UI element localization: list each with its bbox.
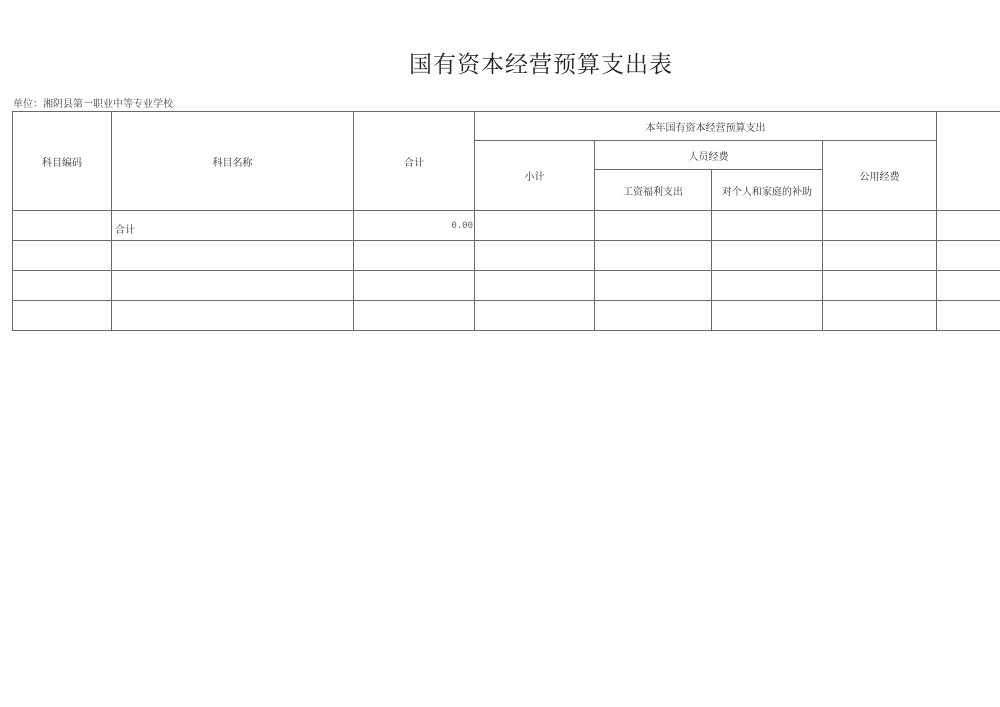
cell-total — [354, 241, 475, 271]
header-subject-name: 科目名称 — [112, 112, 354, 211]
cell-wages — [595, 211, 712, 241]
cell-total: 0.00 — [354, 211, 475, 241]
cell-name — [112, 271, 354, 301]
cell-extra — [937, 271, 1000, 301]
cell-subtotal — [475, 271, 595, 301]
cell-wages — [595, 241, 712, 271]
cell-name — [112, 301, 354, 331]
cell-code — [13, 241, 112, 271]
cell-total — [354, 271, 475, 301]
table-row — [13, 301, 1000, 331]
cell-name: 合计 — [112, 211, 354, 241]
cell-extra — [937, 211, 1000, 241]
table-row — [13, 271, 1000, 301]
header-total: 合计 — [354, 112, 475, 211]
cell-public — [823, 211, 937, 241]
cell-extra — [937, 301, 1000, 331]
header-subject-code: 科目编码 — [13, 112, 112, 211]
header-public-expenses: 公用经费 — [823, 141, 937, 211]
header-personnel-expenses: 人员经费 — [595, 141, 823, 170]
cell-subtotal — [475, 301, 595, 331]
cell-subsidies — [712, 271, 823, 301]
cell-extra — [937, 241, 1000, 271]
cell-subtotal — [475, 211, 595, 241]
table-row — [13, 211, 1000, 241]
cell-public — [823, 271, 937, 301]
unit-label: 单位：湘阴县第一职业中等专业学校 — [13, 99, 173, 110]
header-blank-extra — [937, 112, 1000, 211]
cell-public — [823, 241, 937, 271]
header-personal-family-subsidies: 对个人和家庭的补助 — [712, 170, 823, 211]
budget-table-wrapper — [12, 111, 1000, 331]
cell-subsidies — [712, 211, 823, 241]
cell-code — [13, 301, 112, 331]
header-subtotal: 小计 — [475, 141, 595, 211]
page-title: 国有资本经营预算支出表 — [409, 52, 673, 78]
cell-public — [823, 301, 937, 331]
cell-wages — [595, 301, 712, 331]
cell-subtotal — [475, 241, 595, 271]
table-row — [13, 241, 1000, 271]
header-row-1 — [13, 112, 1000, 141]
cell-code — [13, 271, 112, 301]
cell-wages — [595, 271, 712, 301]
cell-total — [354, 301, 475, 331]
cell-subsidies — [712, 241, 823, 271]
header-current-year-expenditure: 本年国有资本经营预算支出 — [475, 112, 937, 141]
budget-expenditure-table — [12, 111, 1000, 331]
cell-code — [13, 211, 112, 241]
cell-subsidies — [712, 301, 823, 331]
cell-name — [112, 241, 354, 271]
header-wages-welfare: 工资福利支出 — [595, 170, 712, 211]
